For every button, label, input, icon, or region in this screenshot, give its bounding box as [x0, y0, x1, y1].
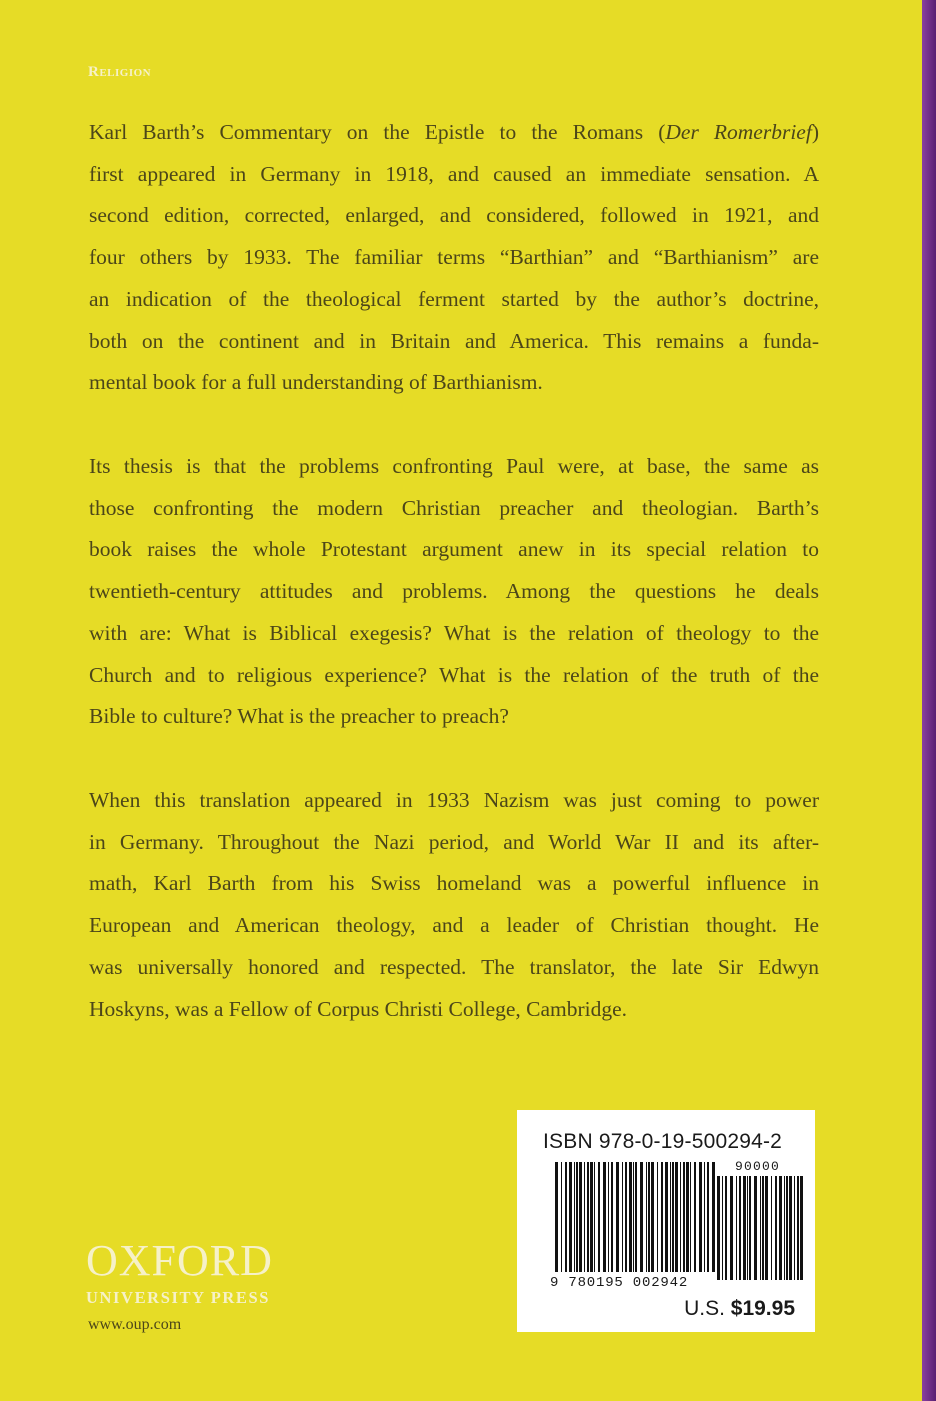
- barcode-bar: [672, 1162, 674, 1272]
- barcode-bar: [789, 1176, 792, 1280]
- blurb-line: Church and to religious experience? What is the relation of the truth of the: [89, 662, 819, 687]
- blurb-line: Its thesis is that the problems confronting Paul were, at base, the same as: [89, 454, 819, 478]
- barcode-bar: [699, 1162, 702, 1272]
- blurb-line: mental book for a full understanding of Barthianism.: [89, 370, 543, 395]
- barcode-bar: [722, 1176, 723, 1280]
- spine-edge: [922, 0, 936, 1401]
- barcode-bar: [611, 1162, 613, 1272]
- barcode-bar: [725, 1176, 727, 1280]
- barcode-bar: [629, 1162, 632, 1272]
- barcode-bar: [646, 1162, 647, 1272]
- publisher-logo: [86, 1238, 273, 1308]
- title-italic: Der Romerbrief: [665, 120, 812, 144]
- barcode-bar: [569, 1162, 572, 1272]
- barcode-bar: [762, 1176, 764, 1280]
- barcode-bar: [794, 1176, 795, 1280]
- blurb-line: those confronting the modern Christian preacher and theologian. Barth’s: [89, 495, 819, 520]
- barcode-bar: [784, 1176, 785, 1280]
- barcode-bar: [707, 1162, 709, 1272]
- barcode-bar: [561, 1162, 562, 1272]
- blurb-line: both on the continent and in Britain and America. This remains a funda-: [89, 328, 819, 353]
- barcode-bar: [743, 1176, 746, 1280]
- barcode-bar: [736, 1176, 737, 1280]
- barcode-bar: [800, 1176, 803, 1280]
- blurb-line: book raises the whole Protestant argument anew in its special relation to: [89, 537, 819, 562]
- barcode-bar: [775, 1176, 777, 1280]
- barcode-bar: [786, 1176, 788, 1280]
- blurb-line: in Germany. Throughout the Nazi period, and World War II and its after-: [89, 829, 819, 854]
- barcode-bar: [683, 1162, 685, 1272]
- blurb-line: first appeared in Germany in 1918, and caused an immediate sensation. A: [89, 161, 819, 186]
- barcode-box: [517, 1110, 815, 1332]
- barcode-bar: [579, 1162, 582, 1272]
- blurb-line: was universally honored and respected. The translator, the late Sir Edwyn: [89, 954, 819, 979]
- blurb-line: twentieth-century attitudes and problems. Among the questions he deals: [89, 579, 819, 604]
- barcode-bar: [594, 1162, 595, 1272]
- barcode-bar: [603, 1162, 606, 1272]
- barcode-bar: [590, 1162, 593, 1272]
- barcode-bar: [779, 1176, 782, 1280]
- barcode-bar: [574, 1162, 575, 1272]
- publisher-subname: UNIVERSITY PRESS: [86, 1288, 271, 1307]
- barcode-bar: [754, 1176, 757, 1280]
- barcode-bar: [608, 1162, 609, 1272]
- barcode-bar: [576, 1162, 578, 1272]
- blurb-line: Bible to culture? What is the preacher to preach?: [89, 704, 509, 729]
- barcode-bar: [760, 1176, 761, 1280]
- barcode-bar: [584, 1162, 585, 1272]
- barcode-bar: [771, 1176, 772, 1280]
- barcode-bar: [717, 1176, 720, 1280]
- blurb-line: an indication of the theological ferment started by the author’s doctrine,: [89, 286, 819, 311]
- blurb-line: Hoskyns, was a Fellow of Corpus Christi College, Cambridge.: [89, 996, 628, 1021]
- barcode-bar: [739, 1176, 741, 1280]
- blurb-line: with are: What is Biblical exegesis? What is the relation of theology to the: [89, 620, 819, 645]
- category-label: Religion: [88, 64, 152, 80]
- barcode-bar: [565, 1162, 567, 1272]
- barcode-bar: [670, 1162, 671, 1272]
- blurb-paragraph-2: [89, 446, 819, 738]
- blurb-line: math, Karl Barth from his Swiss homeland was a powerful influence in: [89, 871, 819, 896]
- barcode-bar: [633, 1162, 634, 1272]
- barcode-bar: [661, 1162, 663, 1272]
- blurb-paragraph-1: [89, 112, 819, 404]
- addon-digits: 90000: [735, 1159, 781, 1174]
- barcode-bar: [598, 1162, 600, 1272]
- price-label: U.S. $19.95: [684, 1297, 795, 1320]
- isbn-label: ISBN 978-0-19-500294-2: [543, 1130, 783, 1153]
- barcode-bar: [690, 1162, 691, 1272]
- barcode-bar: [651, 1162, 654, 1272]
- blurb-line: Karl Barth’s Commentary on the Epistle to the Romans (Der Romerbrief): [89, 120, 819, 144]
- barcode-bar: [635, 1162, 637, 1272]
- barcode-bar: [657, 1162, 658, 1272]
- barcode-bar: [625, 1162, 627, 1272]
- barcode-bar: [730, 1176, 733, 1280]
- barcode-bar: [675, 1162, 678, 1272]
- barcode-bar: [765, 1176, 768, 1280]
- barcode-bar: [797, 1176, 799, 1280]
- blurb-paragraph-3: [89, 780, 819, 1030]
- barcode-bar: [648, 1162, 650, 1272]
- price-value: $19.95: [730, 1297, 795, 1320]
- barcode-bar: [616, 1162, 619, 1272]
- barcode-bar: [665, 1162, 668, 1272]
- barcode-bar: [694, 1162, 696, 1272]
- barcode-bar: [704, 1162, 705, 1272]
- publisher-name: OXFORD: [86, 1236, 273, 1285]
- barcode-bar: [587, 1162, 589, 1272]
- blurb-line: second edition, corrected, enlarged, and considered, followed in 1921, and: [89, 203, 819, 228]
- barcode-bar: [686, 1162, 689, 1272]
- barcode-bar: [747, 1176, 748, 1280]
- barcode-bar: [640, 1162, 643, 1272]
- publisher-url: www.oup.com: [88, 1316, 182, 1333]
- barcode-bar: [680, 1162, 681, 1272]
- barcode-bar: [712, 1162, 715, 1272]
- barcode-bar: [622, 1162, 623, 1272]
- barcode-bar: [749, 1176, 751, 1280]
- blurb-line: When this translation appeared in 1933 Nazism was just coming to power: [89, 788, 819, 812]
- barcode-bar: [555, 1162, 558, 1272]
- barcode-digits: 9 780195 002942: [550, 1275, 689, 1291]
- blurb-line: European and American theology, and a leader of Christian thought. He: [89, 913, 819, 938]
- blurb-line: four others by 1933. The familiar terms “Barthian” and “Barthianism” are: [89, 245, 819, 270]
